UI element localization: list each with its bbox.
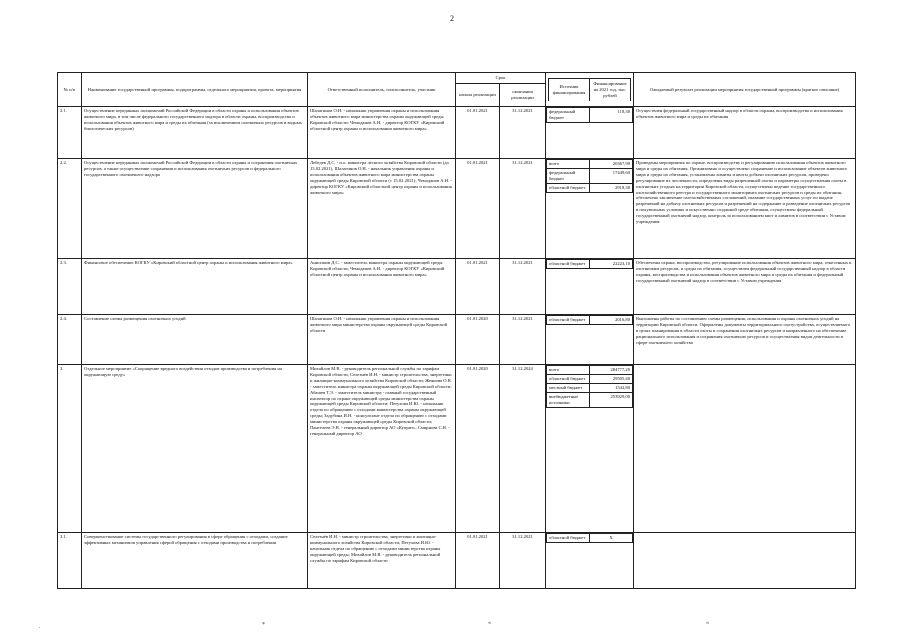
financing-amount: 2918,30 [590,183,633,192]
financing-amount: 1542,80 [590,383,633,392]
row-financing [546,533,634,589]
financing-line [547,383,633,392]
financing-source: областной бюджет [547,534,590,543]
financing-amount: 284777,20 [590,366,633,375]
row-end-date: 31.12.2021 [500,315,546,365]
row-name: Составление схемы размещения охотничьих угодий [82,315,308,365]
financing-line [547,183,633,192]
financing-source: федеральный бюджет [547,108,590,123]
row-name: Финансовое обеспечение КОГКУ «Кировский областной центр охраны и использования животного мира» [82,259,308,315]
financing-amount: 253929,00 [590,392,633,407]
row-end-date: 31.12.2021 [500,159,546,259]
financing-source: всего [547,366,590,375]
table-row [58,259,856,315]
financing-line [547,374,633,383]
header-source: Источник финансирования [549,79,590,102]
header-name: Наименование государственной программы, подпрограммы, отдельного мероприятия, проекта, мероприятия [82,73,308,107]
financing-line [547,534,633,543]
table-row [58,159,856,259]
row-number: 3.1. [58,533,82,589]
financing-line [547,366,633,375]
financing-source: областной бюджет [547,316,590,325]
financing-amount: 17449,60 [590,168,633,183]
table-body [58,107,856,589]
financing-line [547,392,633,407]
row-financing [546,107,634,159]
header-term: Срок [456,73,546,84]
row-result: Проведены мероприятия по охране, воспроизводству и регулированию использования объектов животного мира и среды их обитания. Организовано и осуществлено сохранение и использование объектов животного мира и среды их обитания, установлены лимиты и квоты добычи охотничьих ресурсов, проведено регулирование их численности, определены виды разрешенной охоты и параметры осуществления охоты в охотничьих угодьях на территории Кировской области, осуществлено ведение государственного охотхозяйственного реестра и государственного мониторинга охотничьих ресурсов и среды их обитания, обеспечено заключение охотхозяйственных соглашений, оказание государственных услуг по выдаче разрешений на добычу охотничьих ресурсов и разрешений на содержание и разведение охотничьих ресурсов в полувольных условиях и искусственно созданной среде обитания, осуществлен федеральный государственный охотничий надзор, контроль за использованием квот и лимитов в соответствии с Уставом учреждения [634,159,856,259]
row-name: Осуществление переданных полномочий Российской Федерации в области охраны и сохранения охотничьих ресурсов, а также осуществление сохранения и использования охотничьих ресурсов и федерального государственного охотничьего надзора [82,159,308,259]
page-number: 2 [450,14,454,23]
financing-amount: 29505,40 [590,374,633,383]
stray-mark: « [706,620,709,626]
row-executor: Михайлов М.В. - руководитель региональной службы по тарифам Кировской области; Селезнёв И.Н. - министр строительства, энергетики и жилищно-коммунального хозяйства Кировской области; Жеянова О.В. - заместитель министра охраны окружающей среды Кировской области; Абашев Т.Э. - заместитель министра - главный государственный инспектор по охране окружающей среды министерства охраны окружающей среды Кировской области; Петухова И.Ю. - начальник отдела по обращению с отходами министерства охраны окружающей среды; Задубина И.Н. - консультант отдела по обращению с отходами министерства охраны окружающей среды Кировской области; Пантелеев Э.В. - генеральный директор АО «Куприт»; Смирнова С.В. - генеральный директор АО [308,365,456,533]
financing-amount: 118,30 [590,108,633,123]
header-finance-group [546,73,634,107]
table-row [58,315,856,365]
row-executor: Анисимов Д.С. - заместитель министра охраны окружающей среды Кировской области; Чемоданов А.Н. - директор КОГКУ «Кировский областной центр охраны и использования животного мира» [308,259,456,315]
row-name: Отдельное мероприятие «Сокращение вредного воздействия отходов производства и потребления на окружающую среду» [82,365,308,533]
row-executor: Селезнёв И.Н. - министр строительства, энергетики и жилищно-коммунального хозяйства Кировской области; Петухова И.Ю. - начальник отдела по обращению с отходами министерства охраны окружающей среды; Михайлов М.В. - руководитель региональной службы по тарифам Кировской области [308,533,456,589]
financing-line [547,260,633,269]
financing-amount: 20367,90 [590,160,633,169]
financing-amount: 22223,10 [590,260,633,269]
row-end-date: 31.12.2024 [500,365,546,533]
stray-mark: * [262,622,265,628]
financing-source: федеральный бюджет [547,168,590,183]
financing-source: всего [547,160,590,169]
row-start-date: 01.01.2020 [456,365,500,533]
row-start-date: 01.01.2021 [456,159,500,259]
row-end-date: 31.12.2021 [500,533,546,589]
header-num: № п/п [58,73,82,107]
row-financing [546,315,634,365]
program-table [57,72,856,589]
row-number: 2.4. [58,315,82,365]
financing-source: областной бюджет [547,260,590,269]
financing-line [547,316,633,325]
financing-source: областной бюджет [547,374,590,383]
row-end-date: 31.12.2021 [500,259,546,315]
row-result: Выполнены работы по составлению схемы размещения, использования и охраны охотничьих угодий на территории Кировской области. Оформлены документы территориального охотустройства, осуществляемого в целях планирования в области охоты и сохранения охотничьих ресурсов и направленного на обеспечение рационального использования и сохранения охотничьих ресурсов и осуществления видов деятельности в сфере охотничьего хозяйства [634,315,856,365]
table-row [58,365,856,533]
row-name: Совершенствование системы государственного регулирования в сфере обращения с отходами, создание эффективных механизмов управления сферой обращения с отходами производства и потребления [82,533,308,589]
row-result: Осуществлен федеральный государственный надзор в области охраны, воспроизводства и использования объектов животного мира и среды их обитания [634,107,856,159]
financing-line [547,168,633,183]
table-header-row [58,73,856,84]
financing-source: областной бюджет [547,183,590,192]
row-executor: Шалагинов О.Н. - начальник управления охраны и использования животного мира министерства охраны окружающей среды Кировской области [308,315,456,365]
row-number: 2.1. [58,107,82,159]
row-result [634,365,856,533]
row-start-date: 01.01.2021 [456,533,500,589]
stray-mark: « [488,620,491,626]
row-result [634,533,856,589]
row-start-date: 01.01.2021 [456,107,500,159]
header-executor: Ответственный исполнитель, соисполнитель, участник [308,73,456,107]
row-number: 3. [58,365,82,533]
header-end: окончания реализации [500,84,546,107]
header-result: Ожидаемый результат реализации мероприятия государственной программы (краткое описание) [634,73,856,107]
row-end-date: 31.12.2021 [500,107,546,159]
financing-amount: 2016,80 [590,316,633,325]
financing-amount: X [590,534,633,543]
row-financing [546,365,634,533]
row-financing [546,259,634,315]
table-row [58,107,856,159]
stray-mark: . [39,624,41,630]
row-executor: Шалагинов О.Н. - начальник управления охраны и использования объектов животного мира министерства охраны окружающей среды Кировской области; Чемоданов А.Н. - директор КОГКУ «Кировский областной центр охраны и использования животного мира» [308,107,456,159]
table-row [58,533,856,589]
row-name: Осуществление переданных полномочий Российской Федерации в области охраны и использования объектов животного мира, в том числе федерального государственного надзора в области охраны, воспроизводства и использования объектов животного мира и среды их обитания (за исключением охотничьих ресурсов и водных биологических ресурсов) [82,107,308,159]
row-number: 2.2. [58,159,82,259]
row-executor: Лебедев Д.С. - и.о. министра лесного хозяйства Кировской области (до 15.02.2021), Шалагинов О.Н. - начальник управления охраны и использования объектов животного мира министерства охраны окружающей среды Кировской области (с 15.02.2021); Чемоданов А.Н. - директор КОГКУ «Кировский областной центр охраны и использования животного мира» [308,159,456,259]
header-start: начала реализации [456,84,500,107]
row-result: Обеспечены охрана, воспроизводство, регулирование использования объектов животного мира, отнесенных к охотничьим ресурсам, и среды их обитания, осуществлен федеральный государственный надзор в области охраны, воспроизводства и использования объектов животного мира и среды их обитания и федеральный государственный охотничий надзор в соответствии с Уставом учреждения [634,259,856,315]
row-start-date: 01.01.2020 [456,315,500,365]
financing-source: внебюджетные источники [547,392,590,407]
row-financing [546,159,634,259]
financing-line [547,108,633,123]
financing-line [547,160,633,169]
header-finance: Финансирование на 2021 год, тыс. рублей [590,79,631,102]
financing-source: местный бюджет [547,383,590,392]
row-start-date: 01.01.2021 [456,259,500,315]
row-number: 2.3. [58,259,82,315]
